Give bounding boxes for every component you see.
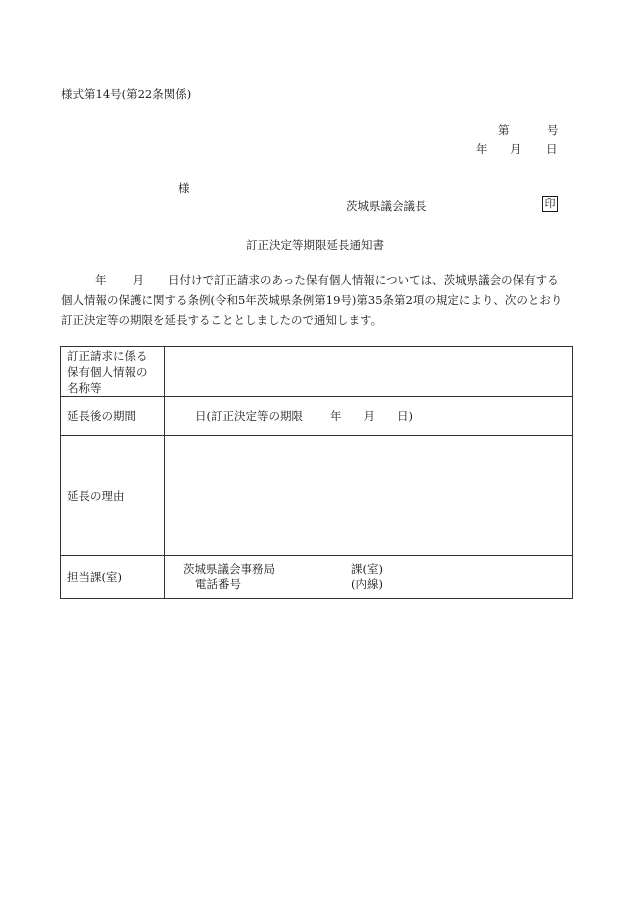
- target-info-field[interactable]: [165, 347, 573, 397]
- office-name: 茨城県議会事務局: [183, 562, 275, 576]
- target-info-label-line: 訂正請求に係る: [67, 348, 148, 363]
- details-table: [60, 346, 573, 599]
- period-year-text: 年: [330, 409, 342, 423]
- period-day-text: 日(訂正決定等の期限: [195, 409, 303, 423]
- date-year-label: 年: [476, 142, 488, 156]
- seal-stamp: 印: [542, 196, 558, 212]
- date-day-label: 日: [546, 142, 558, 156]
- notice-body: [61, 270, 577, 330]
- period-month-text: 月: [363, 409, 375, 423]
- issuer-name: 茨城県議会議長: [346, 199, 427, 213]
- section-label: 課(室): [351, 562, 383, 576]
- body-line-1-text: 日付けで訂正請求のあった保有個人情報については、茨城県議会の保有する: [168, 273, 559, 287]
- target-info-label: [61, 347, 165, 397]
- document-number-prefix: 第: [498, 123, 510, 137]
- responsible-section-label: 担当課(室): [61, 556, 165, 599]
- extended-period-field[interactable]: [165, 397, 573, 436]
- contact-line-1: [183, 562, 572, 577]
- body-line-2: 個人情報の保護に関する条例(令和5年茨城県条例第19号)第35条第2項の規定により、次のとおり: [61, 293, 563, 307]
- target-info-label-line: 保有個人情報の: [67, 364, 148, 379]
- form-number-label: 様式第14号(第22条関係): [61, 87, 192, 101]
- body-year-label: 年: [95, 273, 107, 287]
- table-row: [61, 436, 573, 556]
- document-title: 訂正決定等期限延長通知書: [246, 238, 384, 252]
- contact-line-2: [183, 577, 572, 592]
- period-day-close-text: 日): [397, 409, 413, 423]
- extended-period-label: 延長後の期間: [61, 397, 165, 436]
- extension-reason-label: 延長の理由: [61, 436, 165, 556]
- phone-label: 電話番号: [195, 577, 241, 591]
- extension-reason-field[interactable]: [165, 436, 573, 556]
- body-month-label: 月: [132, 273, 144, 287]
- body-line-1: [61, 270, 577, 290]
- table-row: [61, 556, 573, 599]
- body-line-3: 訂正決定等の期限を延長することとしましたので通知します。: [61, 313, 383, 327]
- extension-label: (内線): [351, 577, 383, 591]
- document-number-suffix: 号: [547, 123, 559, 137]
- date-month-label: 月: [510, 142, 522, 156]
- addressee-honorific: 様: [178, 181, 190, 195]
- responsible-section-field[interactable]: [165, 556, 573, 599]
- table-row: [61, 347, 573, 397]
- table-row: [61, 397, 573, 436]
- target-info-label-line: 名称等: [67, 380, 102, 395]
